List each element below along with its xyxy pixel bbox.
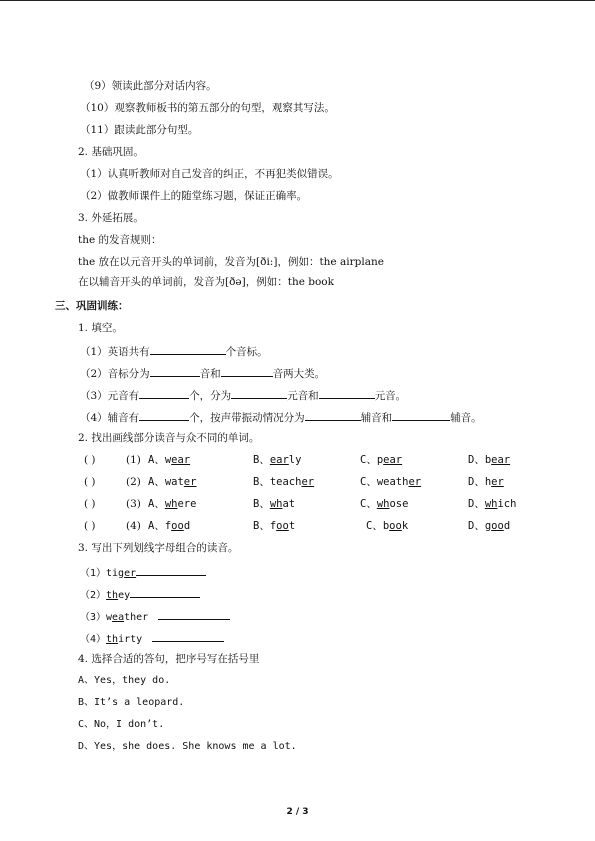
the-rule-1: the 放在以元音开头的单词前，发音为[ði:]，例如：the airplane xyxy=(78,256,384,268)
sound-blank[interactable] xyxy=(130,586,200,598)
step-10: （10）观察教师板书的第五部分的句型，观察其写法。 xyxy=(80,102,335,114)
option-c: C、pear xyxy=(360,454,403,466)
page-number: 2 / 3 xyxy=(286,807,309,817)
option-c: C、weather xyxy=(360,476,422,488)
fill-q3-text-b: 个，分为 xyxy=(189,390,232,402)
fill-q2-blank-1[interactable] xyxy=(150,365,200,377)
extend-heading: 3. 外延拓展。 xyxy=(78,212,144,224)
fill-q4-text-d: 辅音。 xyxy=(450,412,482,424)
fill-q3-blank-1[interactable] xyxy=(139,387,189,399)
fill-q4-blank-2[interactable] xyxy=(305,409,361,421)
option-d: D、her xyxy=(468,476,504,488)
fill-q3-text-a: （3）元音有 xyxy=(80,390,140,402)
question-number: (3) xyxy=(126,498,141,510)
fill-q3-text-d: 元音。 xyxy=(374,390,407,402)
section-3-title: 三、巩固训练： xyxy=(55,300,129,312)
fill-q3-blank-2[interactable] xyxy=(231,387,287,399)
the-rule-title: the 的发音规则： xyxy=(78,234,162,246)
option-d: D、bear xyxy=(468,454,511,466)
step-11: （11）跟读此部分句型。 xyxy=(80,124,199,136)
answer-option-d: D、Yes，she does. She knows me a lot. xyxy=(78,741,297,752)
fill-q1-text-b: 个音标。 xyxy=(225,346,268,358)
top-border xyxy=(0,0,595,1)
option-b: B、foot xyxy=(253,520,296,532)
fill-q1-text-a: （1）英语共有 xyxy=(80,346,150,358)
option-c: C、book xyxy=(366,520,409,532)
fill-q2-blank-2[interactable] xyxy=(221,365,273,377)
sound-blank[interactable] xyxy=(158,608,230,620)
option-c: C、whose xyxy=(360,498,409,510)
answer-paren[interactable]: ( ) xyxy=(84,454,96,466)
answer-paren[interactable]: ( ) xyxy=(84,520,96,532)
fill-q4-blank-1[interactable] xyxy=(139,409,189,421)
consolidate-heading: 2. 基础巩固。 xyxy=(78,146,144,158)
fill-q2 xyxy=(80,365,325,381)
odd-heading: 2. 找出画线部分读音与众不同的单词。 xyxy=(78,432,260,444)
option-a: A、water xyxy=(148,476,197,488)
sound-item: （3）weather xyxy=(80,608,230,625)
sounds-heading: 3. 写出下列划线字母组合的读音。 xyxy=(78,542,239,554)
consolidate-item-1: （1）认真听教师对自己发音的纠正，不再犯类似错误。 xyxy=(80,168,339,180)
sound-item: （1）tiger xyxy=(80,564,206,581)
question-number: (1) xyxy=(126,454,141,466)
answer-option-b: B、It’s a leopard. xyxy=(78,697,185,708)
option-d: D、good xyxy=(468,520,511,532)
fill-q2-text-b: 音和 xyxy=(199,368,221,380)
fill-q4 xyxy=(80,409,482,425)
answers-heading: 4. 选择合适的答句，把序号写在括号里 xyxy=(78,653,260,665)
step-9: （9）领读此部分对话内容。 xyxy=(84,80,217,92)
option-b: B、what xyxy=(253,498,296,510)
fill-q2-text-a: （2）音标分为 xyxy=(80,368,150,380)
fill-q1 xyxy=(80,343,268,359)
option-d: D、which xyxy=(468,498,517,510)
answer-paren[interactable]: ( ) xyxy=(84,498,96,510)
consolidate-item-2: （2）做教师课件上的随堂练习题，保证正确率。 xyxy=(80,190,308,202)
sound-item: （2）they xyxy=(80,586,200,603)
fill-q4-blank-3[interactable] xyxy=(392,409,450,421)
answer-option-c: C、No，I don’t. xyxy=(78,719,165,730)
fill-q3 xyxy=(80,387,406,403)
fill-q1-blank[interactable] xyxy=(150,343,226,355)
option-a: A、where xyxy=(148,498,197,510)
question-number: (2) xyxy=(126,476,141,488)
fill-heading: 1. 填空。 xyxy=(78,322,123,334)
option-a: A、food xyxy=(148,520,191,532)
fill-q3-blank-3[interactable] xyxy=(319,387,375,399)
sound-item: （4）thirty xyxy=(80,630,224,647)
answer-option-a: A、Yes，they do. xyxy=(78,675,171,686)
sound-blank[interactable] xyxy=(152,630,224,642)
fill-q4-text-a: （4）辅音有 xyxy=(80,412,140,424)
the-rule-2: 在以辅音开头的单词前，发音为[ðə]，例如：the book xyxy=(78,276,334,288)
fill-q4-text-b: 个，按声带振动情况分为 xyxy=(189,412,305,424)
option-b: B、early xyxy=(253,454,302,466)
sound-blank[interactable] xyxy=(136,564,206,576)
fill-q2-text-c: 音两大类。 xyxy=(272,368,326,380)
answer-paren[interactable]: ( ) xyxy=(84,476,96,488)
fill-q4-text-c: 辅音和 xyxy=(360,412,393,424)
option-b: B、teacher xyxy=(253,476,315,488)
question-number: (4) xyxy=(126,520,141,532)
option-a: A、wear xyxy=(148,454,191,466)
fill-q3-text-c: 元音和 xyxy=(287,390,319,402)
